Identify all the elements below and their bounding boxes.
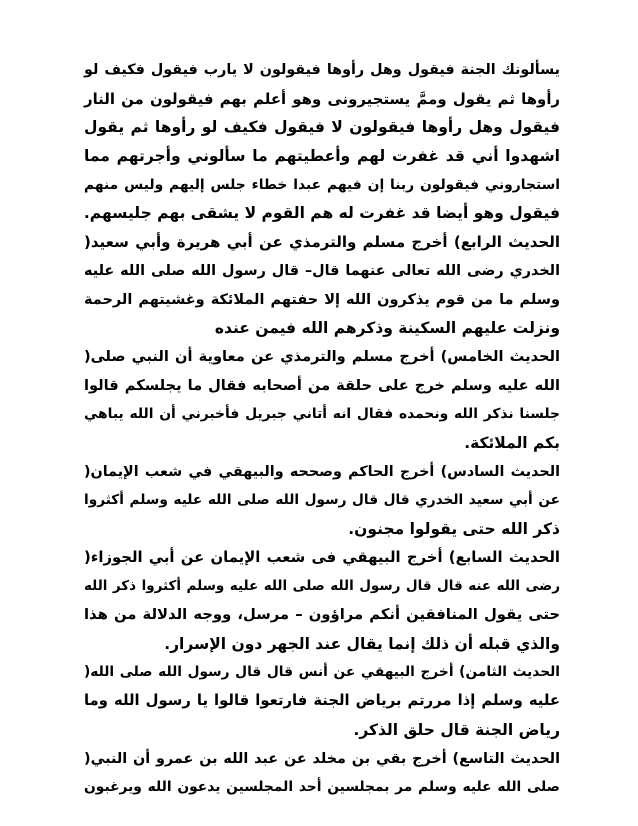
text-line: يسألونك الجنة فيقول وهل رأوها فيقولون لا يارب فيقول فكيف لو	[84, 62, 560, 78]
text-line: فيقول وهو أيضا قد غفرت له هم القوم لا يشقى بهم جليسهم.	[83, 204, 560, 223]
text-line: والذي قبله أن ذلك إنما يقال عند الجهر دون الإسرار.	[164, 634, 560, 653]
text-line: جلسنا نذكر الله ونحمده فقال انه أتاني جبريل فأخبرني أن الله يباهي	[84, 406, 560, 423]
text-line: الله عليه وسلم خرج على حلقة من أصحابه فقال ما يجلسكم قالوا	[84, 376, 560, 394]
text-line: الحديث الخامس) أخرج مسلم والترمذي عن معاوية أن النبي صلى(	[84, 347, 560, 365]
text-line: الحديث التاسع) أخرج بقي بن مخلد عن عبد الله بن عمرو أن النبي(	[84, 750, 560, 767]
text-line: اشهدوا أني قد غفرت لهم وأعطيتهم ما سألوني وأجرتهم مما	[84, 147, 560, 166]
text-line: الحديث الرابع) أخرج مسلم والترمذي عن أبي هريرة وأبي سعيد(	[84, 233, 560, 252]
text-line: الحديث السابع) أخرج البيهقي فى شعب الإيمان عن أبي الجوزاء(	[84, 548, 560, 566]
text-line: رضى الله عنه قال قال رسول الله صلى الله عليه وسلم أكثروا ذكر الله	[84, 578, 560, 595]
text-line: الحديث السادس) أخرج الحاكم وصححه والبيهقي في شعب الإيمان(	[84, 463, 560, 480]
text-line: الحديث الثامن) أخرج البيهقي عن أنس قال قال رسول الله صلى الله(	[84, 664, 560, 681]
text-line: فيقول وهل رأوها فيقولون لا فيقول فكيف لو رأوها ثم يقول	[84, 118, 560, 137]
text-line: رأوها ثم يقول وممَّ يستجيرونى وهو أعلم بهم فيقولون من النار	[84, 89, 560, 108]
text-line: بكم الملائكة.	[464, 433, 560, 452]
text-line: عليه وسلم إذا مررتم برياض الجنة فارتعوا قالوا يا رسول الله وما	[84, 692, 560, 710]
text-line: ونزلت عليهم السكينة وذكرهم الله فيمن عنده	[214, 319, 560, 338]
text-line: رياض الجنة قال حلق الذكر.	[353, 720, 560, 739]
text-line: صلى الله عليه وسلم مر بمجلسين أحد المجلسين يدعون الله ويرغبون	[84, 779, 560, 796]
text-line: حتى يقول المنافقين أنكم مراؤون – مرسل، ووجه الدلالة من هذا	[84, 606, 560, 624]
text-line: ذكر الله حتى يقولوا مجنون.	[348, 520, 560, 538]
text-line: عن أبي سعيد الخدري قال قال رسول الله صلى الله عليه وسلم أكثروا	[84, 492, 560, 509]
text-line: وسلم ما من قوم يذكرون الله إلا حفتهم الملائكة وغشيتهم الرحمة	[84, 291, 560, 308]
document-body	[84, 56, 560, 802]
text-line: الخدري رضى الله تعالى عنهما قال– قال رسول الله صلى الله عليه	[84, 262, 560, 279]
text-line: استجاروني فيقولون ربنا إن فيهم عبدا خطاء جلس إليهم وليس منهم	[84, 176, 560, 193]
